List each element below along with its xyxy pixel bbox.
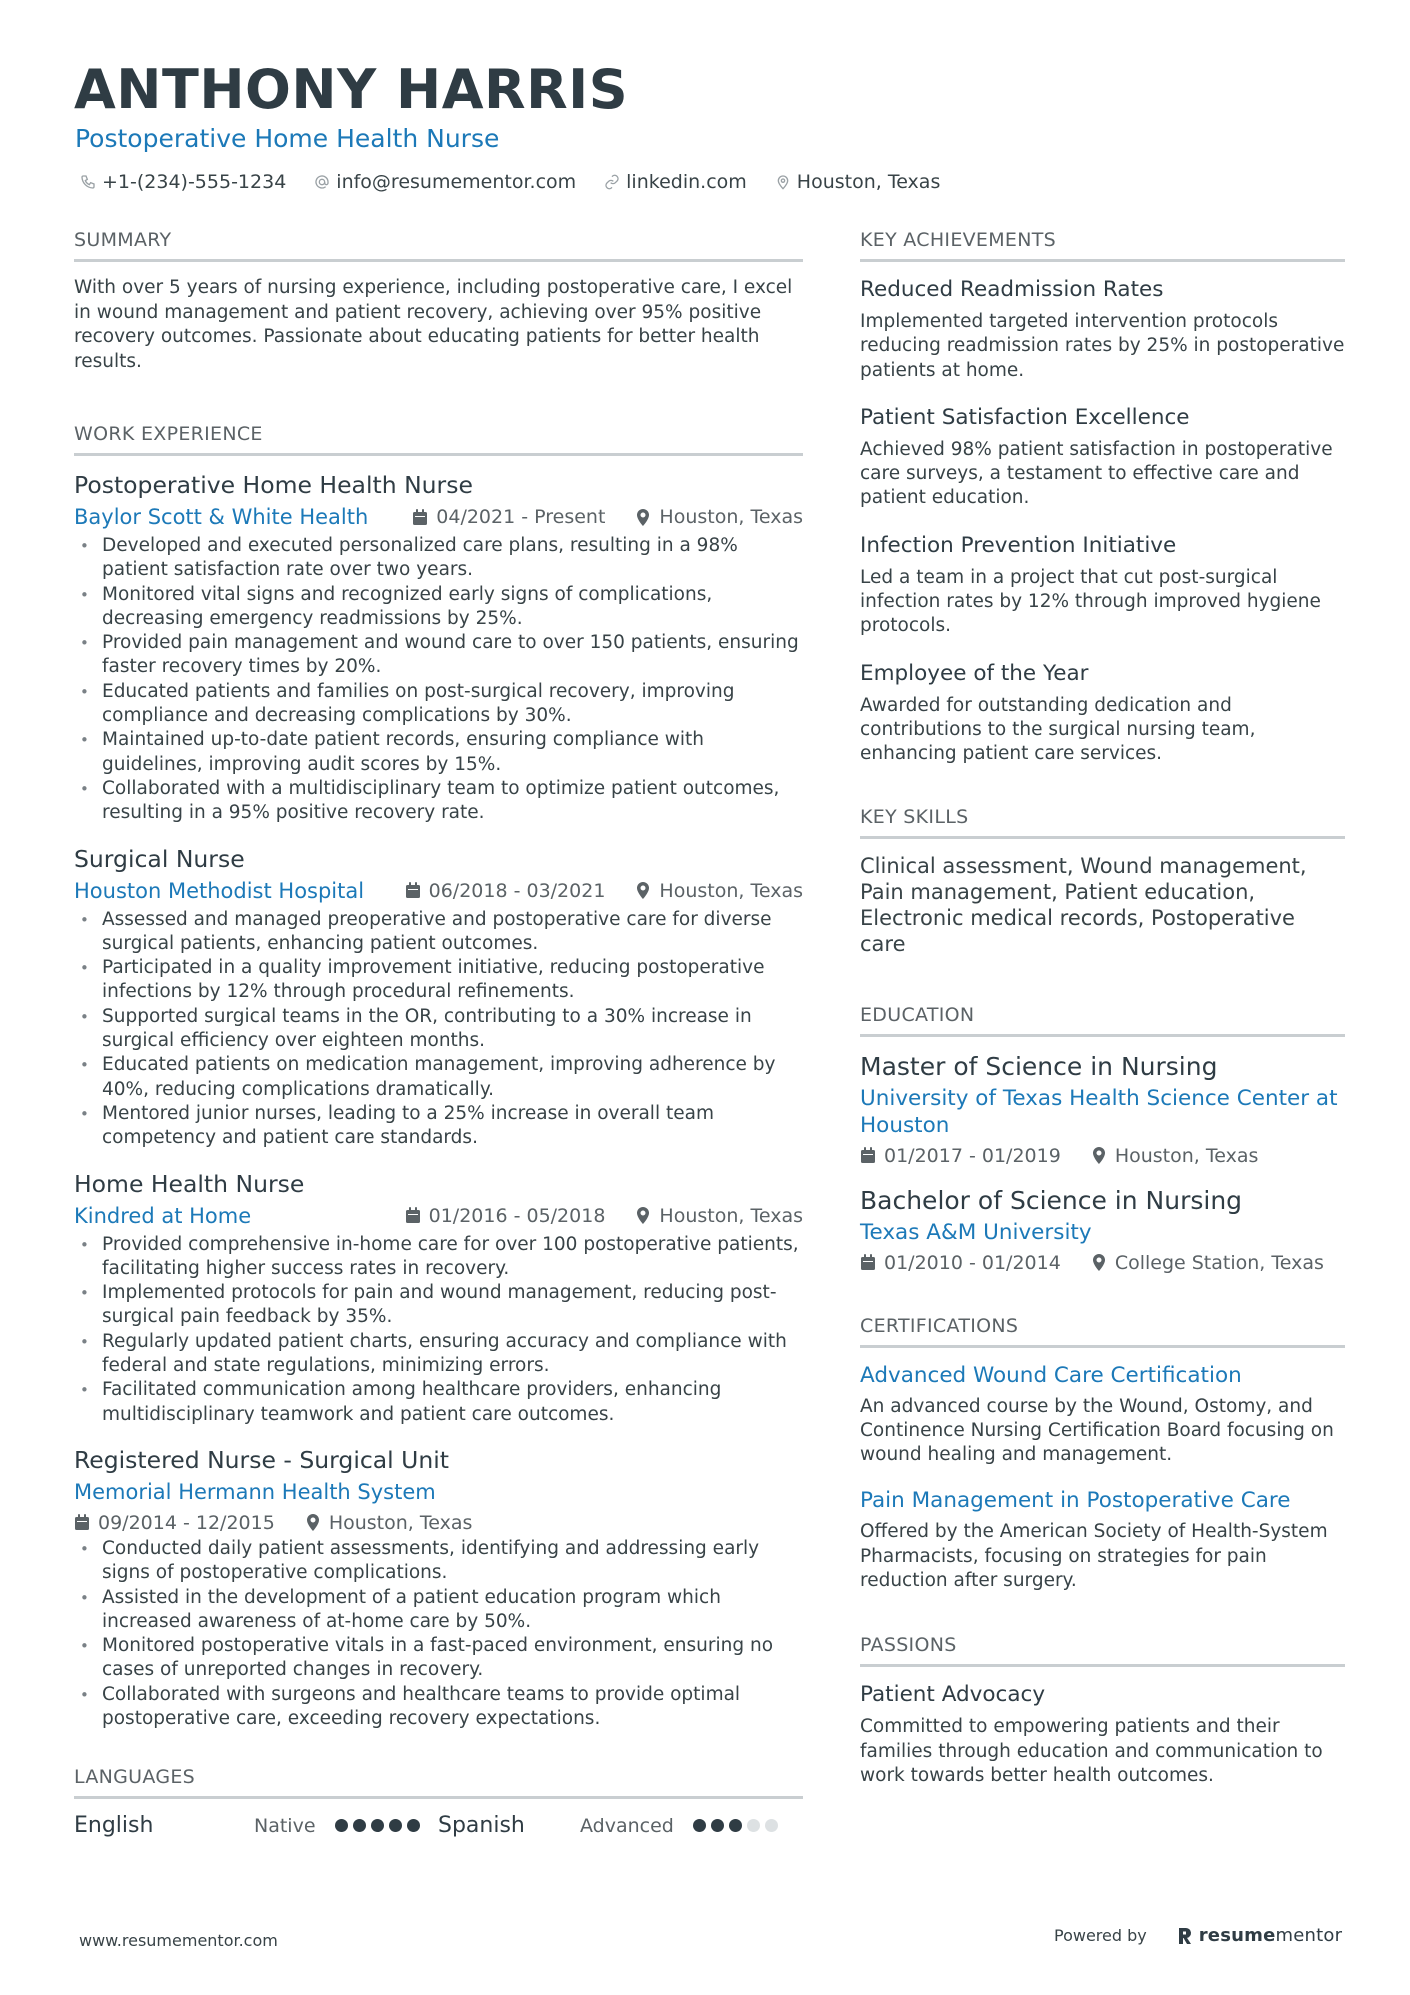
certification-title: Pain Management in Postoperative Care: [860, 1488, 1291, 1514]
job-bullet: • Participated in a quality improvement initiative, reducing postoperative infections by 12% through procedural refinements.: [74, 956, 803, 1005]
job-bullet: • Monitored vital signs and recognized early signs of complications, decreasing emergency readmissions by 25%.: [74, 583, 803, 632]
rating-dot-filled: [729, 1819, 742, 1832]
education-location-text: College Station, Texas: [1114, 1251, 1324, 1274]
rating-dot-empty: [765, 1819, 778, 1832]
education-location: [1091, 1252, 1324, 1274]
job-bullets: [74, 1537, 803, 1731]
job-bullet: • Assessed and managed preoperative and postoperative care for diverse surgical patients, enhancing patient outcomes.: [74, 908, 803, 957]
rating-dot-filled: [407, 1819, 420, 1832]
achievement-title: Patient Satisfaction Excellence: [860, 404, 1190, 430]
skills-text: Clinical assessment, Wound management, Pain management, Patient education, Electronic medical records, Postoperative care: [860, 853, 1307, 956]
job-bullet: • Assisted in the development of a patient education program which increased awareness of at-home care by 50%.: [74, 1586, 803, 1635]
achievements-heading: KEY ACHIEVEMENTS: [860, 228, 1345, 262]
passion-text: Committed to empowering patients and their families through education and communication to work towards better health outcomes.: [860, 1716, 1323, 1786]
contact-phone: [80, 168, 286, 196]
skills-heading: KEY SKILLS: [860, 805, 1345, 839]
brand-logo[interactable]: [1177, 1925, 1342, 1946]
job-dates: [405, 880, 606, 902]
rating-dot-filled: [353, 1819, 366, 1832]
resumementor-logo-icon: [1177, 1926, 1193, 1946]
contact-email[interactable]: [314, 168, 576, 196]
linkedin-link[interactable]: linkedin.com: [626, 171, 747, 193]
education-dates: [860, 1145, 1061, 1167]
job-bullet: • Developed and executed personalized care plans, resulting in a 98% patient satisfaction rate over two years.: [74, 534, 803, 583]
calendar-icon: [405, 882, 421, 899]
candidate-headline: Postoperative Home Health Nurse: [75, 124, 500, 153]
contact-bar: [80, 168, 968, 196]
job-bullet: • Regularly updated patient charts, ensuring accuracy and compliance with federal and state regulations, minimizing errors.: [74, 1330, 803, 1379]
achievement-item: [860, 660, 1345, 767]
job-bullet: • Collaborated with a multidisciplinary team to optimize patient outcomes, resulting in a 95% positive recovery rate.: [74, 777, 803, 826]
location-pin-icon: [775, 174, 791, 190]
job-meta: [74, 1512, 803, 1534]
job-entry: [74, 1169, 803, 1427]
job-bullet: • Educated patients on medication management, improving adherence by 40%, reducing complications dramatically.: [74, 1053, 803, 1102]
certification-item: [860, 1362, 1345, 1468]
contact-linkedin[interactable]: [604, 168, 747, 196]
job-location: [635, 506, 803, 528]
summary-heading: SUMMARY: [74, 228, 803, 262]
location-pin-icon: [635, 509, 651, 526]
achievement-item: [860, 532, 1345, 639]
education-item: [860, 1051, 1345, 1167]
location-pin-icon: [305, 1514, 321, 1531]
job-bullet: • Provided pain management and wound care to over 150 patients, ensuring faster recovery times by 20%.: [74, 631, 803, 680]
summary-text: With over 5 years of nursing experience, including postoperative care, I excel in wound management and patient recovery, achieving over 95% positive recovery outcomes. Passionate about educating patients for better health results.: [74, 277, 793, 372]
job-date-location: [405, 880, 803, 902]
location-pin-icon: [635, 882, 651, 899]
job-entry: [74, 470, 803, 826]
job-company: Memorial Hermann Health System: [74, 1479, 436, 1504]
link-icon: [604, 174, 620, 190]
calendar-icon: [860, 1254, 876, 1271]
language-level: Native: [254, 1814, 316, 1837]
job-dates-text: 06/2018 - 03/2021: [428, 879, 606, 902]
job-dates-text: 01/2016 - 05/2018: [428, 1204, 606, 1227]
left-column: [74, 228, 803, 1838]
rating-dot-empty: [747, 1819, 760, 1832]
achievement-text: Achieved 98% patient satisfaction in postoperative care surveys, a testament to effective care and patient education.: [860, 438, 1333, 509]
job-date-location: [412, 506, 803, 528]
certification-text: Offered by the American Society of Health-System Pharmacists, focusing on strategies for pain reduction after surgery.: [860, 1521, 1328, 1592]
achievement-text: Implemented targeted intervention protocols reducing readmission rates by 25% in postoperative patients at home.: [860, 311, 1345, 381]
job-bullet: • Mentored junior nurses, leading to a 25% increase in overall team competency and patient care standards.: [74, 1102, 803, 1151]
calendar-icon: [860, 1147, 876, 1164]
job-date-location: [74, 1512, 472, 1534]
job-bullet: • Educated patients and families on post-surgical recovery, improving compliance and decreasing complications by 30%.: [74, 680, 803, 729]
job-location-text: Houston, Texas: [659, 879, 803, 902]
passion-title: Patient Advocacy: [860, 1682, 1046, 1708]
brand-suffix: mentor: [1275, 1925, 1343, 1946]
language-item: [74, 1813, 438, 1838]
education-dates-text: 01/2017 - 01/2019: [884, 1144, 1061, 1167]
email-link[interactable]: info@resumementor.com: [336, 171, 577, 193]
job-meta: [74, 877, 803, 905]
contact-location: [775, 168, 941, 196]
passion-item: [860, 1681, 1345, 1788]
rating-dot-filled: [389, 1819, 402, 1832]
achievement-text: Led a team in a project that cut post-surgical infection rates by 12% through improved hygiene protocols.: [860, 566, 1321, 637]
location-pin-icon: [1091, 1254, 1107, 1271]
job-company: Kindred at Home: [74, 1203, 252, 1228]
job-bullet: • Implemented protocols for pain and wound management, reducing post-surgical pain feedback by 35%.: [74, 1281, 803, 1330]
footer-website[interactable]: www.resumementor.com: [79, 1931, 278, 1950]
calendar-icon: [405, 1207, 421, 1224]
phone-icon: [80, 174, 96, 190]
job-title: Surgical Nurse: [74, 844, 245, 873]
job-title: Registered Nurse - Surgical Unit: [74, 1445, 450, 1474]
language-rating: [693, 1819, 783, 1832]
experience-heading: WORK EXPERIENCE: [74, 422, 803, 456]
job-dates-text: 09/2014 - 12/2015: [98, 1511, 275, 1534]
language-level: Advanced: [580, 1814, 674, 1837]
education-meta: [860, 1252, 1345, 1274]
education-dates-text: 01/2010 - 01/2014: [884, 1251, 1061, 1274]
job-bullet: • Collaborated with surgeons and healthcare teams to provide optimal postoperative care, exceeding recovery expectations.: [74, 1683, 803, 1732]
education-dates: [860, 1252, 1061, 1274]
education-school: Texas A&M University: [860, 1219, 1092, 1245]
rating-dot-filled: [711, 1819, 724, 1832]
job-company: Baylor Scott & White Health: [74, 505, 369, 529]
job-location: [635, 1205, 803, 1227]
education-school: University of Texas Health Science Center at Houston: [860, 1085, 1338, 1138]
language-name: Spanish: [438, 1813, 525, 1839]
job-location-text: Houston, Texas: [659, 1204, 803, 1227]
job-dates: [412, 506, 605, 528]
phone-text: +1-(234)-555-1234: [102, 171, 287, 193]
achievement-title: Employee of the Year: [860, 660, 1089, 686]
job-entry: [74, 844, 803, 1151]
powered-by-label: Powered by: [1054, 1926, 1147, 1945]
achievement-text: Awarded for outstanding dedication and contributions to the surgical nursing team, enhancing patient care services.: [860, 694, 1256, 765]
education-degree: Bachelor of Science in Nursing: [860, 1185, 1243, 1215]
job-title: Home Health Nurse: [74, 1169, 305, 1198]
footer-brand: [1054, 1925, 1342, 1946]
education-degree: Master of Science in Nursing: [860, 1051, 1218, 1081]
job-bullet: • Supported surgical teams in the OR, contributing to a 30% increase in surgical efficiency over eighteen months.: [74, 1005, 803, 1054]
job-bullet: • Provided comprehensive in-home care for over 100 postoperative patients, facilitating higher success rates in recovery.: [74, 1233, 803, 1282]
job-bullets: [74, 534, 803, 826]
at-icon: [314, 174, 330, 190]
language-item: [438, 1813, 783, 1838]
achievement-item: [860, 276, 1345, 383]
job-bullet: • Conducted daily patient assessments, identifying and addressing early signs of postoperative complications.: [74, 1537, 803, 1586]
location-text: Houston, Texas: [796, 171, 941, 193]
education-item: [860, 1185, 1345, 1274]
location-pin-icon: [1091, 1147, 1107, 1164]
job-location-text: Houston, Texas: [659, 506, 803, 528]
location-pin-icon: [635, 1207, 651, 1224]
job-location: [635, 880, 803, 902]
languages-heading: LANGUAGES: [74, 1765, 803, 1799]
certification-text: An advanced course by the Wound, Ostomy, and Continence Nursing Certification Board focusing on wound healing and management.: [860, 1395, 1334, 1466]
rating-dot-filled: [693, 1819, 706, 1832]
certifications-heading: CERTIFICATIONS: [860, 1314, 1345, 1348]
education-location-text: Houston, Texas: [1114, 1144, 1259, 1167]
job-bullet: • Facilitated communication among healthcare providers, enhancing multidisciplinary teamwork and patient care outcomes.: [74, 1378, 803, 1427]
brand-prefix: resume: [1198, 1925, 1276, 1946]
calendar-icon: [74, 1514, 90, 1531]
education-heading: EDUCATION: [860, 1003, 1345, 1037]
right-column: [860, 228, 1345, 1809]
job-dates-text: 04/2021 - Present: [436, 506, 606, 528]
job-company: Houston Methodist Hospital: [74, 878, 365, 903]
job-title: Postoperative Home Health Nurse: [74, 471, 473, 499]
job-bullet: • Maintained up-to-date patient records, ensuring compliance with guidelines, improving audit scores by 15%.: [74, 728, 803, 777]
job-date-location: [405, 1205, 803, 1227]
job-meta: [74, 1202, 803, 1230]
certification-item: [860, 1487, 1345, 1593]
achievement-title: Infection Prevention Initiative: [860, 532, 1177, 558]
education-location: [1091, 1145, 1259, 1167]
candidate-name: ANTHONY HARRIS: [74, 58, 629, 121]
achievement-item: [860, 404, 1345, 511]
achievement-title: Reduced Readmission Rates: [860, 277, 1164, 302]
language-rating: [335, 1819, 425, 1832]
job-bullets: [74, 1233, 803, 1427]
job-meta: [74, 503, 803, 531]
education-meta: [860, 1145, 1345, 1167]
job-location-text: Houston, Texas: [328, 1511, 473, 1534]
language-name: English: [74, 1813, 154, 1839]
job-location: [305, 1512, 473, 1534]
passions-heading: PASSIONS: [860, 1633, 1345, 1667]
languages-row: [74, 1813, 803, 1838]
calendar-icon: [412, 509, 428, 526]
job-bullets: [74, 908, 803, 1151]
rating-dot-filled: [371, 1819, 384, 1832]
job-entry: [74, 1445, 803, 1731]
job-bullet: • Monitored postoperative vitals in a fast-paced environment, ensuring no cases of unreported changes in recovery.: [74, 1634, 803, 1683]
rating-dot-filled: [335, 1819, 348, 1832]
certification-title: Advanced Wound Care Certification: [860, 1362, 1242, 1388]
job-dates: [74, 1512, 275, 1534]
job-dates: [405, 1205, 606, 1227]
